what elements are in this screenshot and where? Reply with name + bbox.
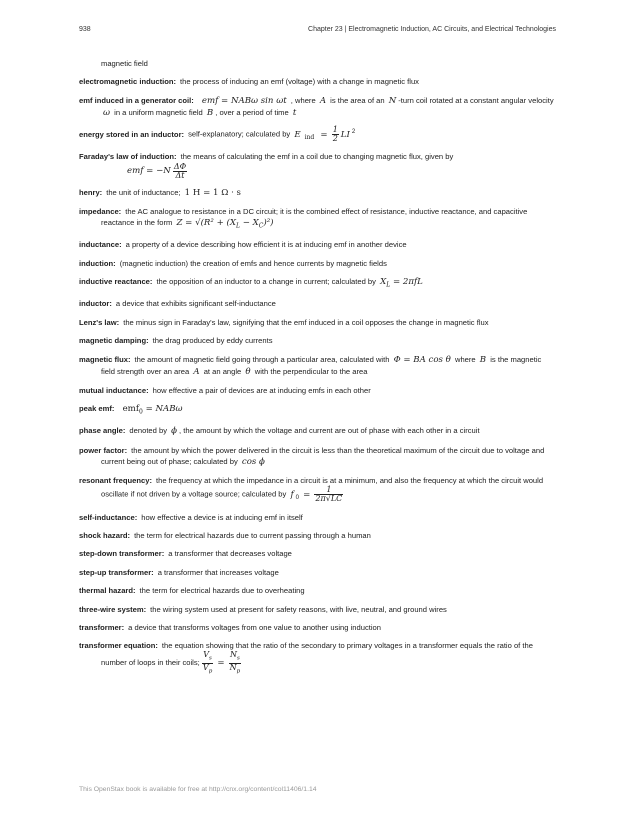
definition-part: is the area of an (330, 95, 385, 105)
glossary-entry-impedance (79, 206, 554, 232)
term: impedance: (79, 207, 122, 217)
definition: (magnetic induction) the creation of emfs and hence currents by magnetic fields (119, 258, 387, 268)
term: mutual inductance: (79, 385, 149, 395)
definition-part: -turn coil rotated at a constant angular velocity (398, 95, 554, 105)
term: transformer: (79, 622, 125, 632)
term: magnetic damping: (79, 336, 149, 346)
glossary-entry-henry (79, 187, 554, 199)
glossary (79, 58, 554, 683)
fraction (202, 651, 213, 675)
page-header (79, 26, 556, 38)
subscript: C (258, 223, 264, 231)
symbol: N (230, 650, 238, 660)
glossary-entry-electromagnetic-induction (79, 76, 554, 87)
formula (378, 277, 425, 287)
glossary-entry-transformer-equation (79, 640, 554, 675)
symbol: V (203, 650, 210, 660)
definition: a property of a device describing how efficient it is at inducing emf in another device (125, 240, 407, 250)
glossary-entry-lenz (79, 317, 554, 328)
subscript: L (235, 223, 240, 231)
term: step-up transformer: (79, 567, 154, 577)
definition-part: denoted by (129, 426, 168, 436)
definition: a transformer that increases voltage (157, 567, 279, 577)
variable: t (292, 107, 297, 118)
glossary-entry-thermal-hazard (79, 585, 554, 596)
page-footer: This OpenStax book is available for free at http://cnx.org/content/col11406/1.14 (79, 786, 317, 793)
formula-lhs: E (294, 129, 301, 140)
definition-part: with the perpendicular to the area (254, 366, 368, 376)
subscript: s (209, 655, 212, 662)
definition-part: at an angle (203, 366, 242, 376)
fraction (314, 486, 343, 503)
definition: the equation showing that the ratio of the secondary to primary voltages in a transformer equals the ratio of the number of loops in their coils; (101, 641, 533, 668)
definition: the term for electrical hazards due to overheating (139, 586, 305, 596)
subscript: 0 (295, 495, 299, 502)
term: inductance: (79, 240, 122, 250)
term: resonant frequency: (79, 476, 153, 486)
denominator: Δt (175, 170, 185, 180)
formula-lhs: emf (122, 404, 139, 415)
formula-lhs: f (290, 489, 294, 500)
term: magnetic flux: (79, 354, 131, 364)
equals: = (303, 489, 311, 500)
definition: a device that transforms voltages from one value to another using induction (128, 622, 382, 632)
glossary-entry-phase-angle (79, 425, 554, 437)
formula: emf = NABω sin ωt (201, 95, 287, 106)
formula-part: − X (239, 218, 259, 229)
glossary-entry-step-up-transformer (79, 567, 554, 578)
formula (121, 404, 185, 417)
definition: the unit of inductance; (106, 187, 181, 197)
formula-part: Z = √(R² + (X (176, 218, 236, 229)
variable: B (479, 354, 487, 365)
glossary-entry-emf-generator (79, 95, 554, 119)
definition: the means of calculating the emf in a coil due to changing magnetic flux, given by (180, 151, 454, 161)
variable: N (388, 95, 397, 106)
definition: the process of inducing an emf (voltage) with a change in magnetic flux (180, 77, 419, 87)
formula-rhs: LI (340, 129, 350, 140)
glossary-entry-resonant-frequency (79, 475, 554, 504)
subscript: 0 (139, 409, 143, 417)
term: inductor: (79, 299, 112, 309)
page-number: 938 (79, 26, 91, 33)
term: thermal hazard: (79, 586, 136, 596)
glossary-continuation: magnetic field (101, 59, 148, 68)
chapter-title: Chapter 23 | Electromagnetic Induction, AC Circuits, and Electrical Technologies (308, 26, 556, 33)
definition: the AC analogue to resistance in a DC circuit; it is the combined effect of resistance, inductive reactance, and capacitive reactance in the form (101, 207, 528, 228)
fraction (332, 126, 339, 143)
formula-part: )²) (263, 218, 274, 229)
variable: A (193, 366, 200, 377)
definition-part: where (454, 354, 476, 364)
numerator: ΔΦ (173, 161, 187, 171)
symbol: N (229, 662, 237, 672)
definition: the wiring system used at present for safety reasons, with live, neutral, and ground wires (150, 604, 447, 614)
definition: how effective a pair of devices are at inducing emfs in each other (152, 385, 371, 395)
term: emf induced in a generator coil: (79, 95, 194, 105)
definition: a device that exhibits significant self-inductance (115, 299, 276, 309)
definition: self-explanatory; calculated by (188, 129, 291, 139)
glossary-entry-energy-inductor (79, 126, 554, 143)
formula: 1 H = 1 Ω · s (184, 187, 241, 198)
definition: the frequency at which the impedance in a circuit is at a minimum, and also the frequency at which the circuit would oscillate if not driven by a voltage source; calculated by (101, 476, 544, 499)
term: electromagnetic induction: (79, 77, 177, 87)
glossary-entry-magnetic-damping (79, 335, 554, 346)
glossary-entry-power-factor (79, 445, 554, 468)
glossary-entry-magnetic-flux (79, 354, 554, 378)
subscript: p (236, 668, 241, 675)
definition: the opposition of an inductor to a change in current; calculated by (156, 277, 376, 287)
term: transformer equation: (79, 641, 158, 651)
glossary-entry-mutual-inductance (79, 385, 554, 396)
superscript: 2 (351, 129, 356, 136)
term: inductive reactance: (79, 277, 153, 287)
formula (174, 218, 275, 231)
term: henry: (79, 187, 103, 197)
definition: how effective a device is at inducing emf in itself (141, 512, 303, 522)
denominator: 2π√LC (315, 494, 343, 504)
glossary-entry-inductor (79, 298, 554, 309)
definition-part: , the amount by which the voltage and current are out of phase with each other in a circuit (179, 426, 480, 436)
glossary-entry-three-wire-system (79, 604, 554, 615)
term: shock hazard: (79, 531, 131, 540)
equals: = (217, 658, 225, 669)
glossary-entry-shock-hazard (79, 530, 554, 541)
term: energy stored in an inductor: (79, 129, 185, 139)
faraday-equation (101, 163, 554, 180)
glossary-entry-peak-emf (79, 403, 554, 418)
term: Lenz's law: (79, 317, 120, 327)
fraction (173, 163, 187, 180)
definition-part: , where (290, 95, 316, 105)
formula: cos ϕ (241, 456, 265, 467)
term: induction: (79, 258, 116, 268)
term: power factor: (79, 445, 128, 455)
formula-rhs: = NABω (145, 404, 183, 415)
term: peak emf: (79, 404, 115, 414)
definition-part: is the magnetic field strength over an area (101, 354, 542, 376)
term: Faraday's law of induction: (79, 151, 177, 161)
variable: ω (103, 107, 111, 118)
subscript: p (208, 668, 213, 675)
subscript: s (237, 655, 240, 662)
glossary-entry-induction (79, 258, 554, 269)
definition: a transformer that decreases voltage (168, 549, 292, 559)
definition-part: , over a period of time (215, 107, 289, 117)
glossary-entry-transformer (79, 622, 554, 633)
glossary-entry-faraday (79, 151, 554, 180)
definition-part: the amount of magnetic field going through a particular area, calculated with (134, 354, 390, 364)
subscript: L (386, 281, 391, 289)
definition-part: in a uniform magnetic field (114, 107, 203, 117)
definition: the amount by which the power delivered in the circuit is less than the theoretical maximum of the circuit due to voltage and current being out of phase; calculated by (101, 445, 545, 466)
definition: the term for electrical hazards due to current passing through a human (134, 531, 371, 540)
subscript: ind (304, 134, 315, 142)
definition: the drag produced by eddy currents (152, 336, 273, 346)
denominator: 2 (332, 134, 338, 144)
fraction (229, 651, 242, 675)
formula: Φ = BA cos θ (393, 354, 451, 365)
symbol: V (202, 662, 209, 672)
term: step-down transformer: (79, 549, 165, 559)
glossary-entry-inductance (79, 239, 554, 250)
formula-lhs: X (380, 277, 387, 288)
term: phase angle: (79, 426, 126, 436)
glossary-entry-step-down-transformer (79, 548, 554, 559)
formula-rhs: = 2πfL (392, 277, 423, 288)
denominator (229, 664, 242, 676)
term: three-wire system: (79, 604, 147, 614)
equals: = (320, 129, 328, 140)
denominator (202, 664, 213, 676)
variable: θ (245, 366, 251, 377)
glossary-entry-self-inductance (79, 512, 554, 523)
numerator: 1 (314, 486, 343, 495)
variable: A (319, 95, 327, 106)
formula-lhs: emf = −N (127, 166, 171, 177)
variable: B (206, 107, 214, 118)
numerator: 1 (332, 125, 338, 135)
definition: the minus sign in Faraday's law, signifying that the emf induced in a coil opposes the change in magnetic flux (123, 317, 489, 327)
term: self-inductance: (79, 512, 138, 522)
glossary-entry-inductive-reactance (79, 276, 554, 291)
variable: ϕ (171, 426, 177, 437)
